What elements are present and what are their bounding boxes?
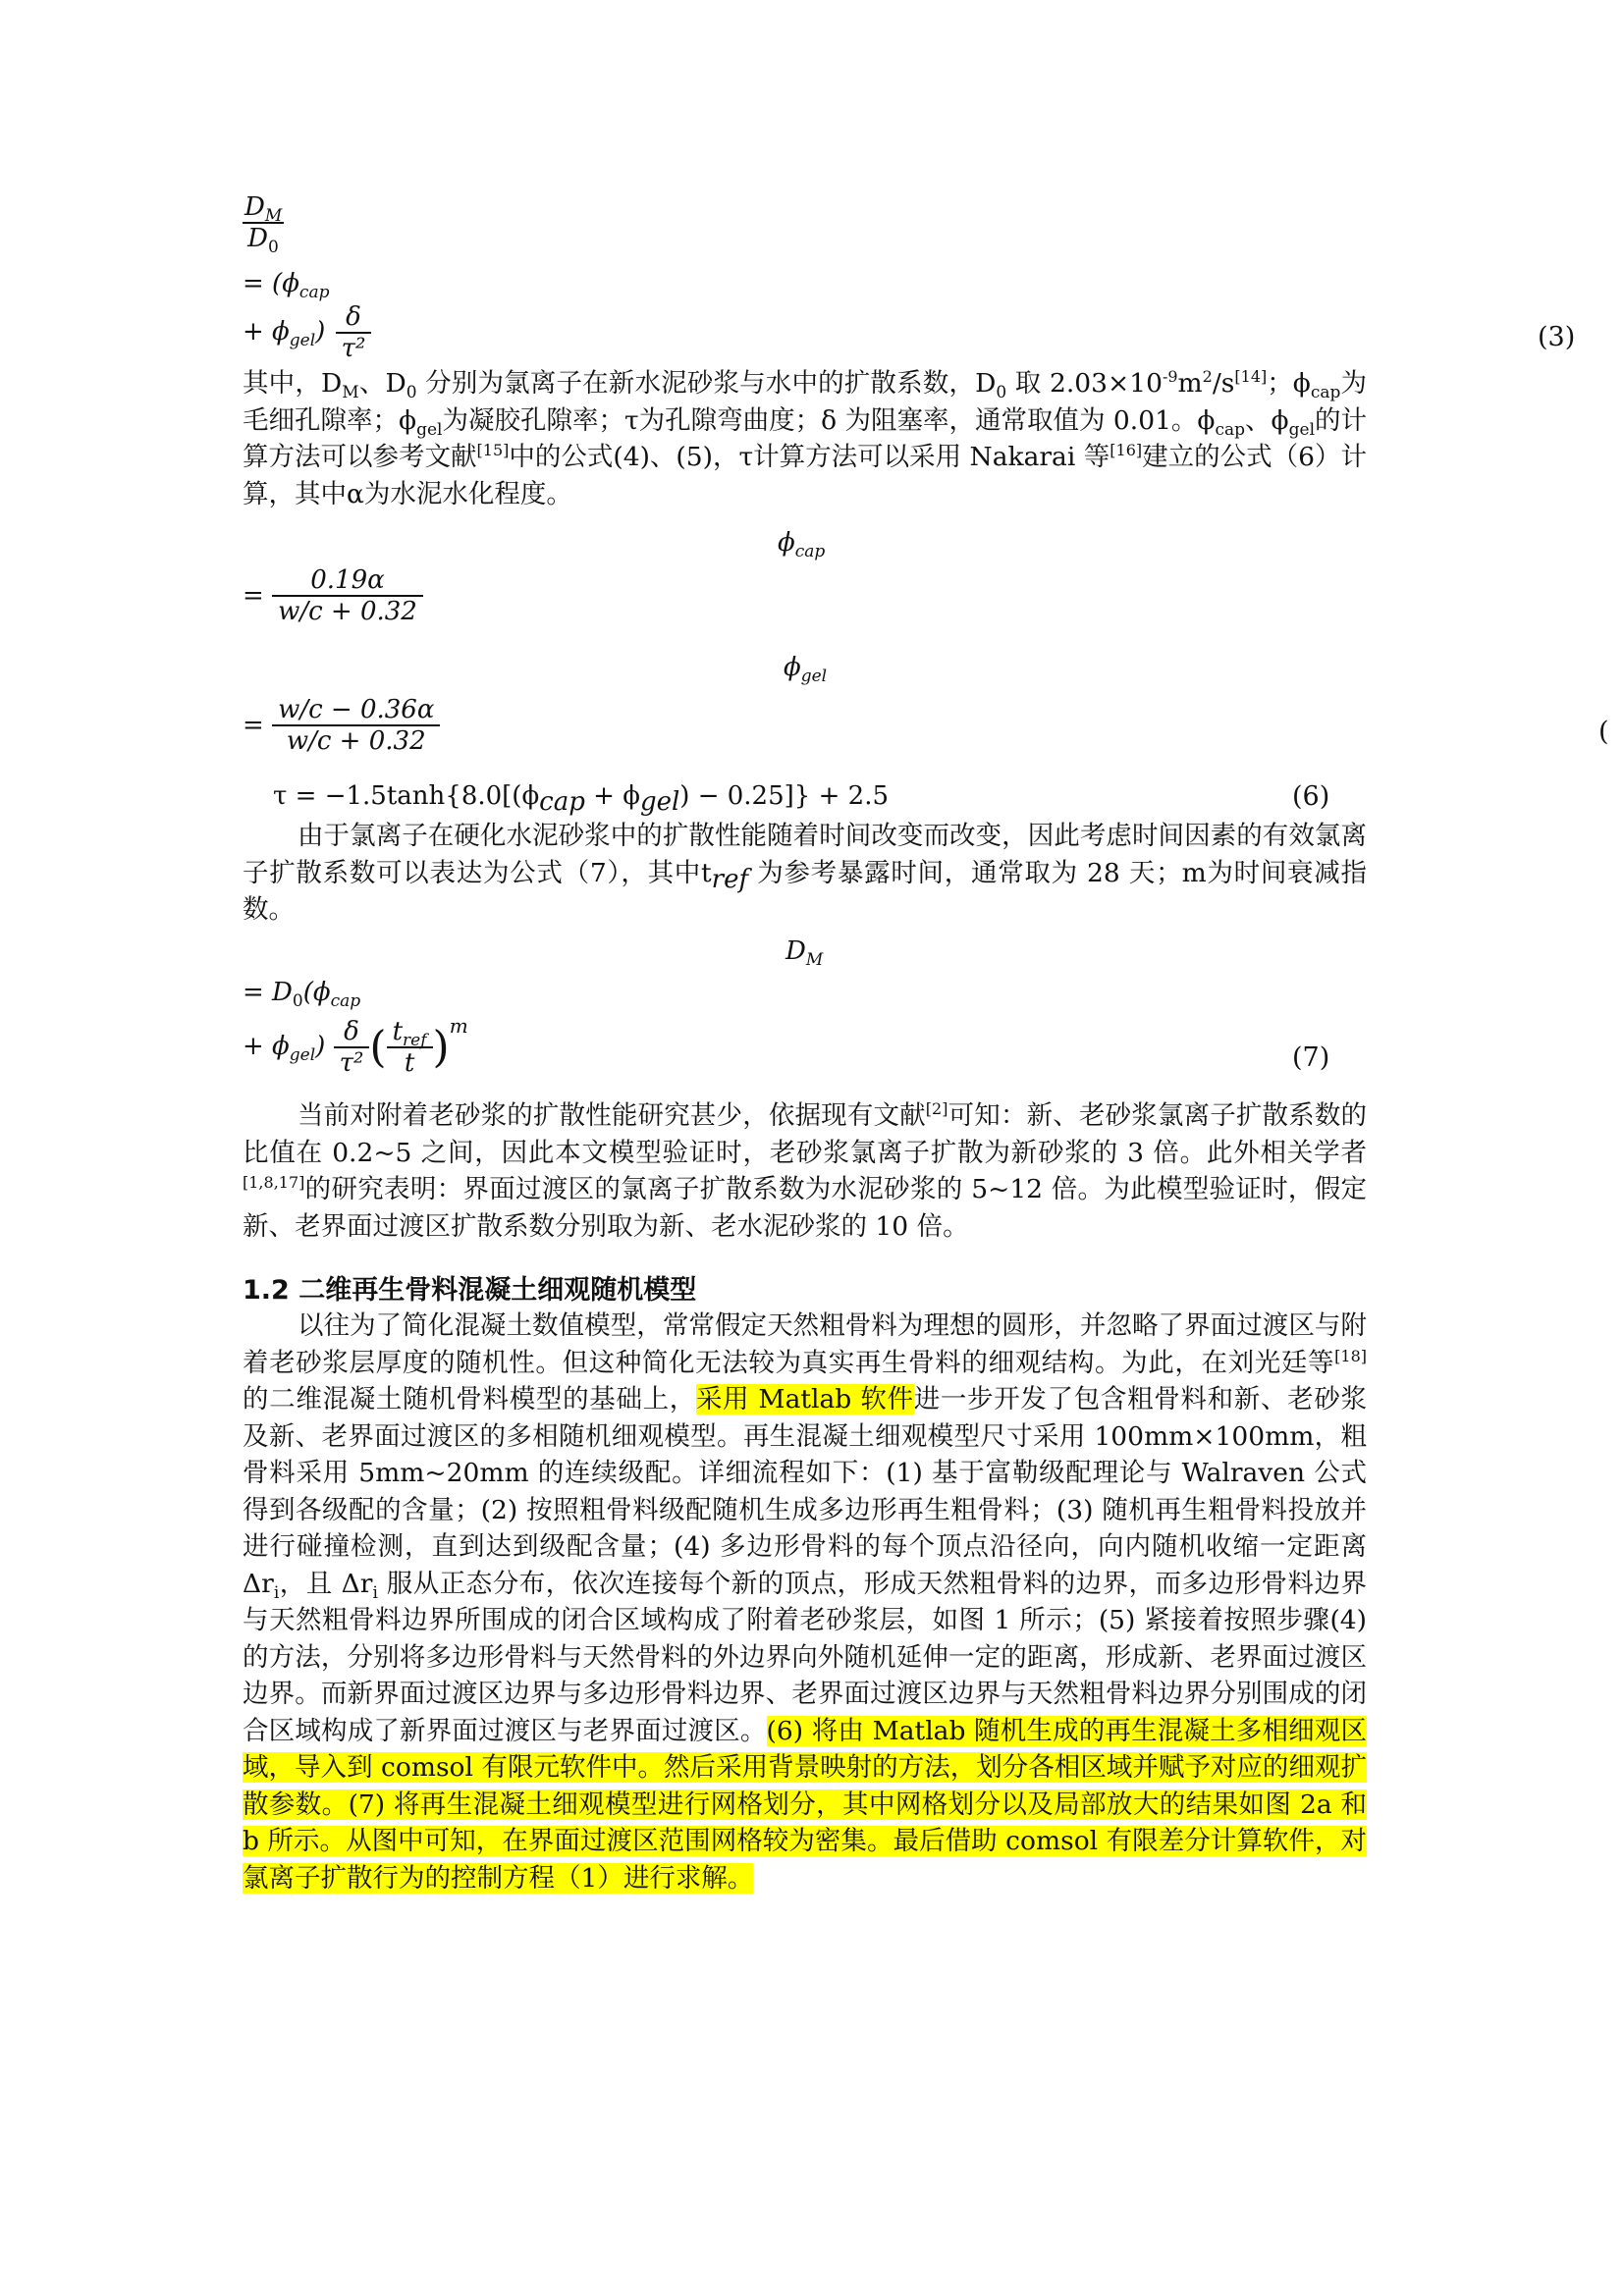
- eq6-number: (6): [1292, 781, 1330, 812]
- eq4-top: $\phi_{cap}$: [778, 528, 826, 561]
- eq7-line3: + $\phi_{gel}$) $\frac{\delta}{\text{τ²}}$ ( $\frac{t_{ref}}{t}$ )$^m$: [243, 1014, 468, 1078]
- eq3-lhs-num: D: [244, 192, 265, 222]
- equation-6: $\tau = -1.5\tanh\{8.0[(\phi_{cap} + \phi_{gel}) - 0.25]\} + 2.5$: [273, 781, 889, 817]
- eq3-line2: = ($\phi_{cap}$: [243, 269, 330, 302]
- paragraph-2: 由于氯离子在硬化水泥砂浆中的扩散性能随着时间改变而改变，因此考虑时间因素的有效氯离子扩散系数可以表达为公式（7），其中$t_{ref}$ 为参考暴露时间，通常取为 28 天；m为时间衰减指数。: [243, 821, 1367, 925]
- eq3-lhs-fraction: $\frac{D_M}{D_0}$: [244, 192, 283, 257]
- eq7-top: $D_M$: [785, 936, 824, 970]
- section-heading: 1.2 二维再生骨料混凝土细观随机模型: [243, 1275, 697, 1306]
- paragraph-4: 以往为了简化混凝土数值模型，常常假定天然粗骨料为理想的圆形，并忽略了界面过渡区与附着老砂浆层厚度的随机性。但这种简化无法较为真实再生骨料的细观结构。为此，在刘光廷等[18]的二维混凝土随机骨料模型的基础上，采用 Matlab 软件进一步开发了包含粗骨料和新、老砂浆及新、老界面过渡区的多相随机细观模型。再生混凝土细观模型尺寸采用 100mm×100mm，粗骨料采用 5mm~20mm 的连续级配。详细流程如下：(1) 基于富勒级配理论与 Walraven 公式得到各级配的含量；(2) 按照粗骨料级配随机生成多边形再生粗骨料；(3) 随机再生粗骨料投放并进行碰撞检测，直到达到级配含量；(4) 多边形骨料的每个顶点沿径向，向内随机收缩一定距离 $\Delta r_i$，且 $\Delta r_i$ 服从正态分布，依次连接每个新的顶点，形成天然粗骨料的边界，而多边形骨料边界与天然粗骨料边界所围成的闭合区域构成了附着老砂浆层，如图 1 所示；(5) 紧接着按照步骤(4)的方法，分别将多边形骨料与天然骨料的外边界向外随机延伸一定的距离，形成新、老界面过渡区边界。而新界面过渡区边界与多边形骨料边界、老界面过渡区边界与天然粗骨料边界分别围成的闭合区域构成了新界面过渡区与老界面过渡区。(6) 将由 Matlab 随机生成的再生混凝土多相细观区域，导入到 comsol 有限元软件中。然后采用背景映射的方法，划分各相区域并赋予对应的细观扩散参数。(7) 将再生混凝土细观模型进行网格划分，其中网格划分以及局部放大的结果如图 2a 和 b 所示。从图中可知，在界面过渡区范围网格较为密集。最后借助 comsol 有限差分计算软件，对氯离子扩散行为的控制方程（1）进行求解。: [243, 1310, 1368, 1894]
- paragraph-1: 其中，$D_M$、$D_0$ 分别为氯离子在新水泥砂浆与水中的扩散系数，$D_0$ 取 $2.03\times 10^{-9}m^2/s[14]$；$\phi_{cap}$为毛细孔隙率；$\phi_{gel}$为凝胶孔隙率；τ为孔隙弯曲度；δ 为阻塞率，通常取值为 0.01。$\phi_{cap}$、$\phi_{gel}$的计算方法可以参考文献[15]中的公式(4)、(5)，τ计算方法可以采用 Nakarai 等[16]建立的公式（6）计算，其中α为水泥水化程度。: [243, 367, 1368, 509]
- eq5-top: $\phi_{gel}$: [784, 653, 828, 686]
- highlight-matlab: 采用 Matlab 软件: [695, 1384, 914, 1415]
- eq7-line2: = $D_0(\phi_{cap}$: [243, 978, 361, 1011]
- eq3-number: (3): [1538, 322, 1576, 352]
- eq3-line3: + $\phi_{gel}$) $\frac{\delta}{\text{τ²}}$: [243, 302, 371, 363]
- eq5-side-mark: (: [1598, 717, 1609, 747]
- highlight-steps: (6) 将由 Matlab 随机生成的再生混凝土多相细观区域，导入到 comsol 有限元软件中。然后采用背景映射的方法，划分各相区域并赋予对应的细观扩散参数。(7) 将再生混凝土细观模型进行网格划分，其中网格划分以及局部放大的结果如图 2a 和 b 所示。从图中可知，在界面过渡区范围网格较为密集。最后借助 comsol 有限差分计算软件，对氯离子扩散行为的控制方程（1）进行求解。: [243, 1715, 1368, 1894]
- equation-5: = $\frac{w/c - 0.36\alpha}{w/c + 0.32}$: [243, 695, 440, 756]
- eq7-number: (7): [1292, 1042, 1330, 1073]
- equation-4: = $\frac{0.19\alpha}{w/c + 0.32}$: [243, 565, 423, 626]
- paragraph-3: 当前对附着老砂浆的扩散性能研究甚少，依据现有文献[2]可知：新、老砂浆氯离子扩散系数的比值在 0.2~5 之间，因此本文模型验证时，老砂浆氯离子扩散为新砂浆的 3 倍。此外相关学者[1,8,17]的研究表明：界面过渡区的氯离子扩散系数为水泥砂浆的 5~12 倍。为此模型验证时，假定新、老界面过渡区扩散系数分别取为新、老水泥砂浆的 10 倍。: [243, 1099, 1367, 1242]
